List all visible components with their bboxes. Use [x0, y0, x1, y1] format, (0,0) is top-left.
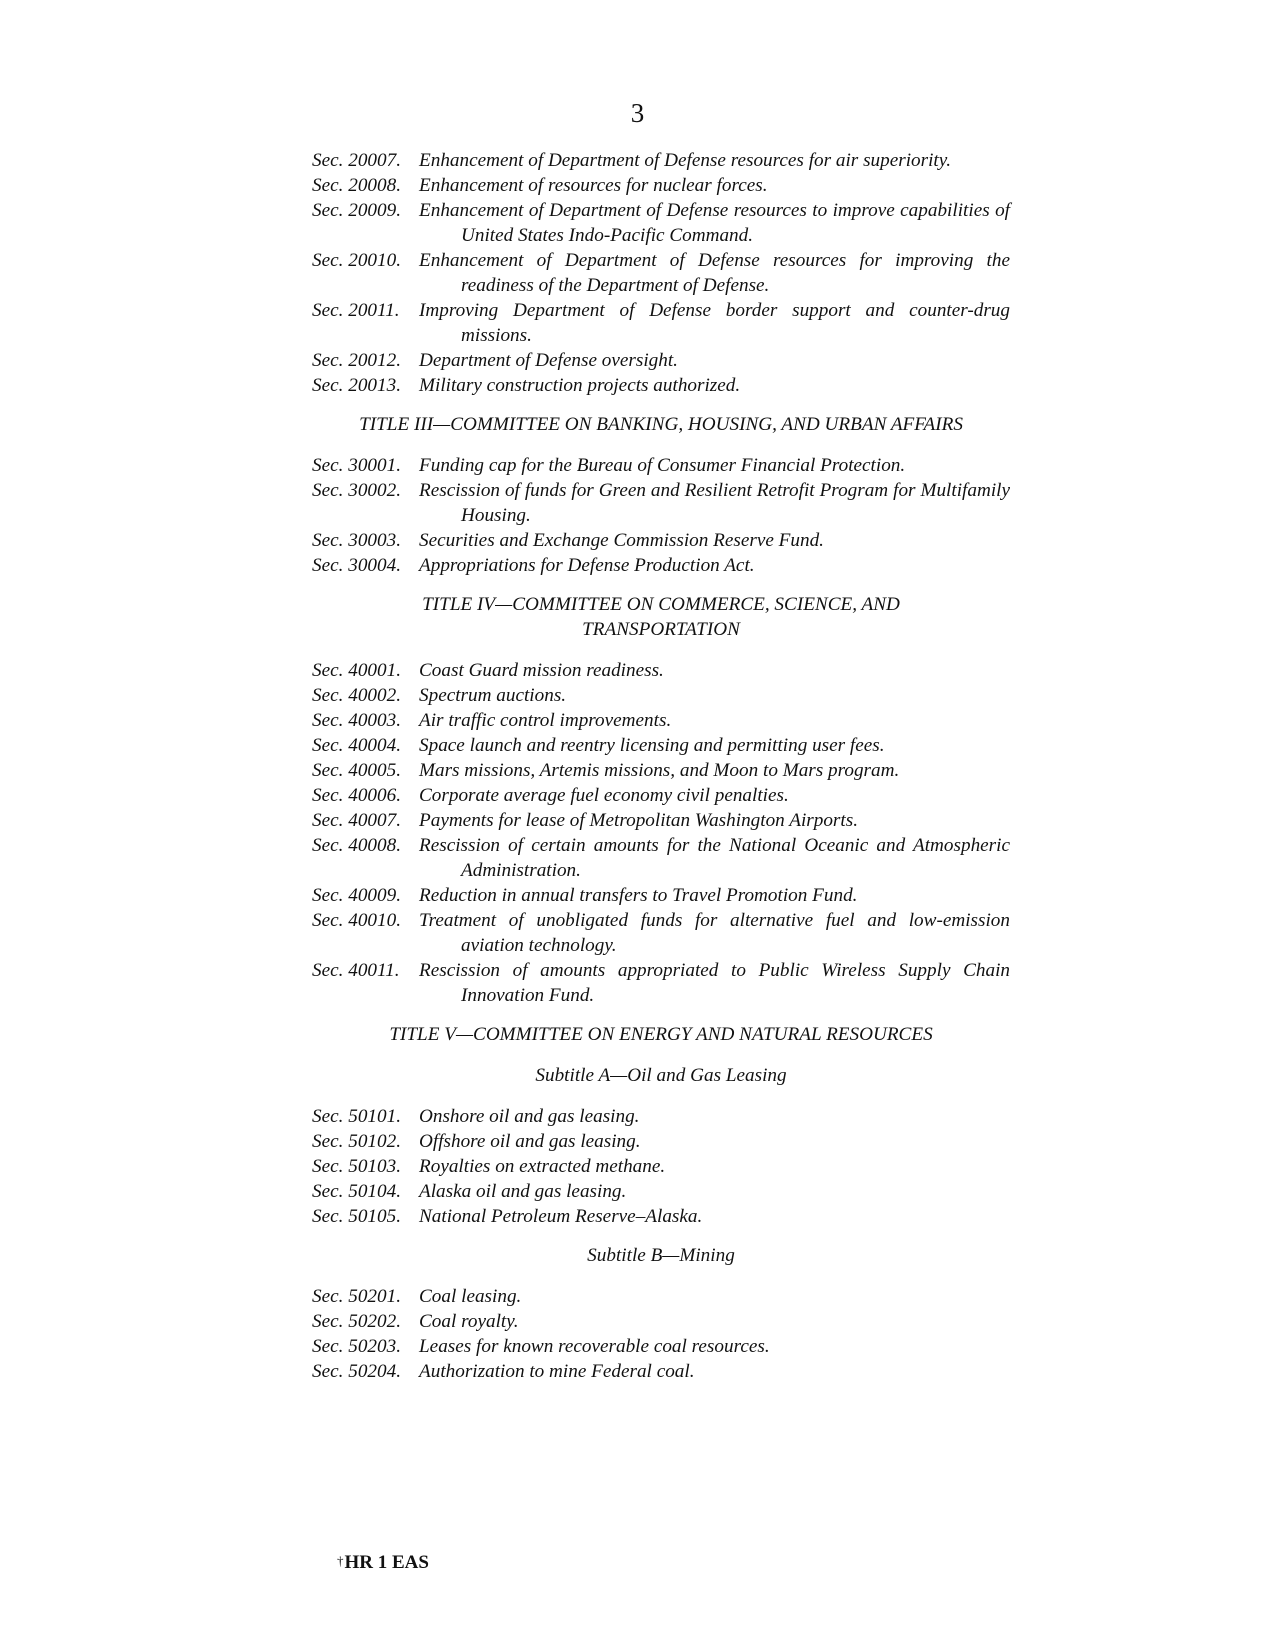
section-number: Sec. 40005.: [312, 760, 401, 781]
section-number: Sec. 50105.: [312, 1206, 401, 1227]
section-number: Sec. 40001.: [312, 660, 401, 681]
table-of-contents: [312, 148, 1010, 1384]
section-title: Coast Guard mission readiness.: [419, 660, 664, 681]
toc-entry: [312, 733, 1010, 758]
section-number: Sec. 20009.: [312, 200, 401, 221]
section-number: Sec. 40010.: [312, 910, 401, 931]
section-number: Sec. 20008.: [312, 175, 401, 196]
toc-entry: [312, 1179, 1010, 1204]
section-title: Enhancement of Department of Defense resources for air superiority.: [419, 150, 952, 171]
section-number: Sec. 20011.: [312, 300, 400, 321]
bill-identifier: HR 1 EAS: [344, 1552, 429, 1573]
toc-entry: [312, 373, 1010, 398]
section-title: Coal leasing.: [419, 1286, 522, 1307]
section-title: Air traffic control improvements.: [419, 710, 672, 731]
section-number: Sec. 30001.: [312, 455, 401, 476]
section-title: National Petroleum Reserve–Alaska.: [419, 1206, 703, 1227]
section-number: Sec. 50201.: [312, 1286, 401, 1307]
toc-entry: [312, 298, 1010, 348]
subtitle-a-heading: Subtitle A—Oil and Gas Leasing: [535, 1065, 787, 1086]
toc-entry: [312, 808, 1010, 833]
section-title: Funding cap for the Bureau of Consumer Financial Protection.: [419, 455, 906, 476]
section-title: Royalties on extracted methane.: [419, 1156, 666, 1177]
toc-entry: [312, 198, 1010, 248]
section-title: Enhancement of Department of Defense resources to improve capabilities of United States Indo-Pacific Command.: [419, 200, 1010, 246]
title-iv-heading: TITLE IV—COMMITTEE ON COMMERCE, SCIENCE, AND TRANSPORTATION: [422, 594, 900, 640]
section-number: Sec. 20012.: [312, 350, 401, 371]
section-title: Offshore oil and gas leasing.: [419, 1131, 641, 1152]
toc-entry: [312, 783, 1010, 808]
toc-entry: [312, 1129, 1010, 1154]
section-number: Sec. 40004.: [312, 735, 401, 756]
toc-entry: [312, 173, 1010, 198]
section-title: Spectrum auctions.: [419, 685, 567, 706]
section-number: Sec. 50101.: [312, 1106, 401, 1127]
toc-entry: [312, 1284, 1010, 1309]
section-title: Space launch and reentry licensing and permitting user fees.: [419, 735, 885, 756]
section-number: Sec. 20010.: [312, 250, 401, 271]
section-number: Sec. 40003.: [312, 710, 401, 731]
section-title: Enhancement of Department of Defense resources for improving the readiness of the Department of Defense.: [419, 250, 1010, 296]
section-title: Leases for known recoverable coal resources.: [419, 1336, 770, 1357]
section-number: Sec. 40009.: [312, 885, 401, 906]
section-number: Sec. 30004.: [312, 555, 401, 576]
title-v-heading: TITLE V—COMMITTEE ON ENERGY AND NATURAL RESOURCES: [389, 1024, 933, 1045]
toc-entry: [312, 658, 1010, 683]
toc-entry: [312, 1334, 1010, 1359]
toc-entry: [312, 1154, 1010, 1179]
section-title: Department of Defense oversight.: [419, 350, 678, 371]
section-number: Sec. 40008.: [312, 835, 401, 856]
section-title: Authorization to mine Federal coal.: [419, 1361, 695, 1382]
toc-entry: [312, 833, 1010, 883]
section-title: Onshore oil and gas leasing.: [419, 1106, 640, 1127]
section-number: Sec. 30002.: [312, 480, 401, 501]
toc-block-title-iii: [312, 453, 1010, 578]
toc-block-subtitle-a: [312, 1104, 1010, 1229]
section-number: Sec. 50104.: [312, 1181, 401, 1202]
section-number: Sec. 20007.: [312, 150, 401, 171]
section-title: Payments for lease of Metropolitan Washington Airports.: [419, 810, 858, 831]
section-title: Corporate average fuel economy civil penalties.: [419, 785, 789, 806]
section-title: Coal royalty.: [419, 1311, 519, 1332]
toc-entry: [312, 1104, 1010, 1129]
toc-entry: [312, 453, 1010, 478]
toc-entry: [312, 528, 1010, 553]
section-title: Rescission of funds for Green and Resilient Retrofit Program for Multifamily Housing.: [419, 480, 1010, 526]
toc-entry: [312, 148, 1010, 173]
section-number: Sec. 50103.: [312, 1156, 401, 1177]
section-title: Appropriations for Defense Production Act.: [419, 555, 755, 576]
section-title: Treatment of unobligated funds for alternative fuel and low-emission aviation technology.: [419, 910, 1010, 956]
dagger-mark: †: [337, 1553, 344, 1568]
toc-entry: [312, 758, 1010, 783]
section-number: Sec. 40007.: [312, 810, 401, 831]
toc-entry: [312, 683, 1010, 708]
section-number: Sec. 50203.: [312, 1336, 401, 1357]
toc-block-subtitle-b: [312, 1284, 1010, 1384]
section-title: Securities and Exchange Commission Reserve Fund.: [419, 530, 824, 551]
toc-entry: [312, 248, 1010, 298]
toc-entry: [312, 553, 1010, 578]
section-title: Rescission of amounts appropriated to Public Wireless Supply Chain Innovation Fund.: [419, 960, 1010, 1006]
toc-entry: [312, 958, 1010, 1008]
section-number: Sec. 20013.: [312, 375, 401, 396]
toc-entry: [312, 1204, 1010, 1229]
bill-footer: [337, 1552, 429, 1574]
section-title: Rescission of certain amounts for the National Oceanic and Atmospheric Administration.: [419, 835, 1010, 881]
toc-entry: [312, 708, 1010, 733]
toc-entry: [312, 348, 1010, 373]
section-title: Mars missions, Artemis missions, and Moon to Mars program.: [419, 760, 900, 781]
subtitle-b-heading: Subtitle B—Mining: [587, 1245, 735, 1266]
toc-entry: [312, 908, 1010, 958]
section-title: Military construction projects authorized.: [419, 375, 741, 396]
toc-entry: [312, 883, 1010, 908]
section-number: Sec. 30003.: [312, 530, 401, 551]
toc-entry: [312, 478, 1010, 528]
section-number: Sec. 50202.: [312, 1311, 401, 1332]
section-number: Sec. 40011.: [312, 960, 400, 981]
section-number: Sec. 40006.: [312, 785, 401, 806]
section-title: Alaska oil and gas leasing.: [419, 1181, 627, 1202]
section-number: Sec. 50204.: [312, 1361, 401, 1382]
section-title: Enhancement of resources for nuclear forces.: [419, 175, 768, 196]
toc-block-title-ii: [312, 148, 1010, 398]
section-number: Sec. 50102.: [312, 1131, 401, 1152]
toc-entry: [312, 1359, 1010, 1384]
page-number: 3: [630, 98, 645, 128]
section-number: Sec. 40002.: [312, 685, 401, 706]
title-iii-heading: TITLE III—COMMITTEE ON BANKING, HOUSING, AND URBAN AFFAIRS: [359, 414, 963, 435]
section-title: Reduction in annual transfers to Travel Promotion Fund.: [419, 885, 858, 906]
toc-block-title-iv: [312, 658, 1010, 1008]
section-title: Improving Department of Defense border support and counter-drug missions.: [419, 300, 1010, 346]
toc-entry: [312, 1309, 1010, 1334]
